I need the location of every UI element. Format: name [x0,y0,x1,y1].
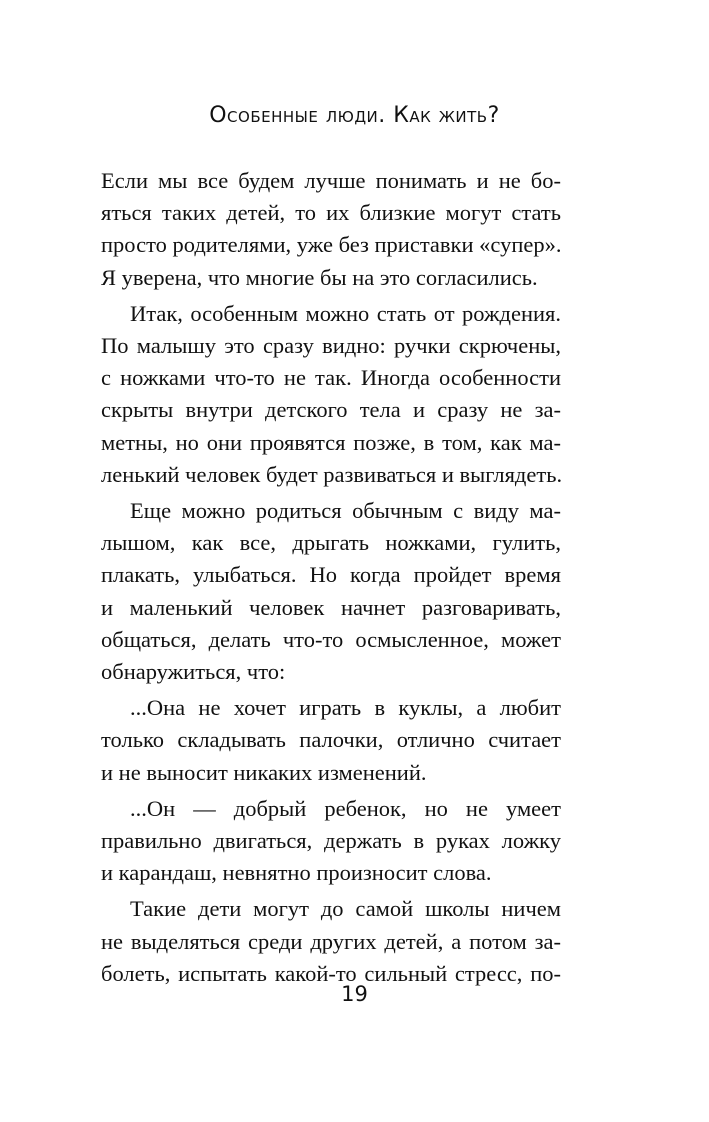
text-line: По малышу это сразу видно: ручки скрючены, [101,333,561,359]
text-line: Если мы все будем лучше понимать и не бо- [101,168,561,193]
body-text [101,165,561,990]
text-line: правильно двигаться, держать в руках ложку [101,828,561,854]
paragraph-3 [101,495,561,688]
text-line: ленький человек будет развиваться и выглядеть. [101,461,563,487]
text-line: и маленький человек начнет разговаривать, [101,594,561,620]
page-number: 19 [341,982,368,1006]
text-line: Я уверена, что многие бы на это согласились. [101,264,538,290]
text-line: и карандаш, невнятно произносит слова. [101,860,492,886]
text-line: ...Он — добрый ребенок, но не умеет [130,795,561,821]
text-line: обнаружиться, что: [101,659,286,685]
running-header: Особенные люди. Как жить? [209,103,500,128]
text-line: лышом, как все, дрыгать ножками, гулить, [101,530,561,556]
text-line: ...Она не хочет играть в куклы, а любит [130,695,561,721]
text-line: только складывать палочки, отлично считает [101,727,561,753]
paragraph-5 [101,793,561,890]
text-line: яться таких детей, то их близкие могут стать [101,200,561,226]
text-line: с ножками что-то не так. Иногда особенности [101,365,561,391]
paragraph-1 [101,165,561,294]
text-line: Такие дети могут до самой школы ничем [130,896,561,922]
text-line: и не выносит никаких изменений. [101,759,427,785]
text-line: болеть, испытать какой-то сильный стресс, по- [101,960,561,986]
text-line: метны, но они проявятся позже, в том, как ма- [101,429,561,455]
text-line: плакать, улыбаться. Но когда пройдет время [101,562,561,588]
text-line: скрыты внутри детского тела и сразу не за- [101,397,561,423]
text-line: Итак, особенным можно стать от рождения. [130,300,561,326]
text-line: общаться, делать что-то осмысленное, может [101,626,561,652]
paragraph-2 [101,298,561,491]
text-line: Еще можно родиться обычным с виду ма- [130,498,561,524]
text-line: просто родителями, уже без приставки «супер». [101,232,562,258]
text-line: не выделяться среди других детей, а потом за- [101,928,561,954]
paragraph-6 [101,893,561,990]
paragraph-4 [101,692,561,789]
